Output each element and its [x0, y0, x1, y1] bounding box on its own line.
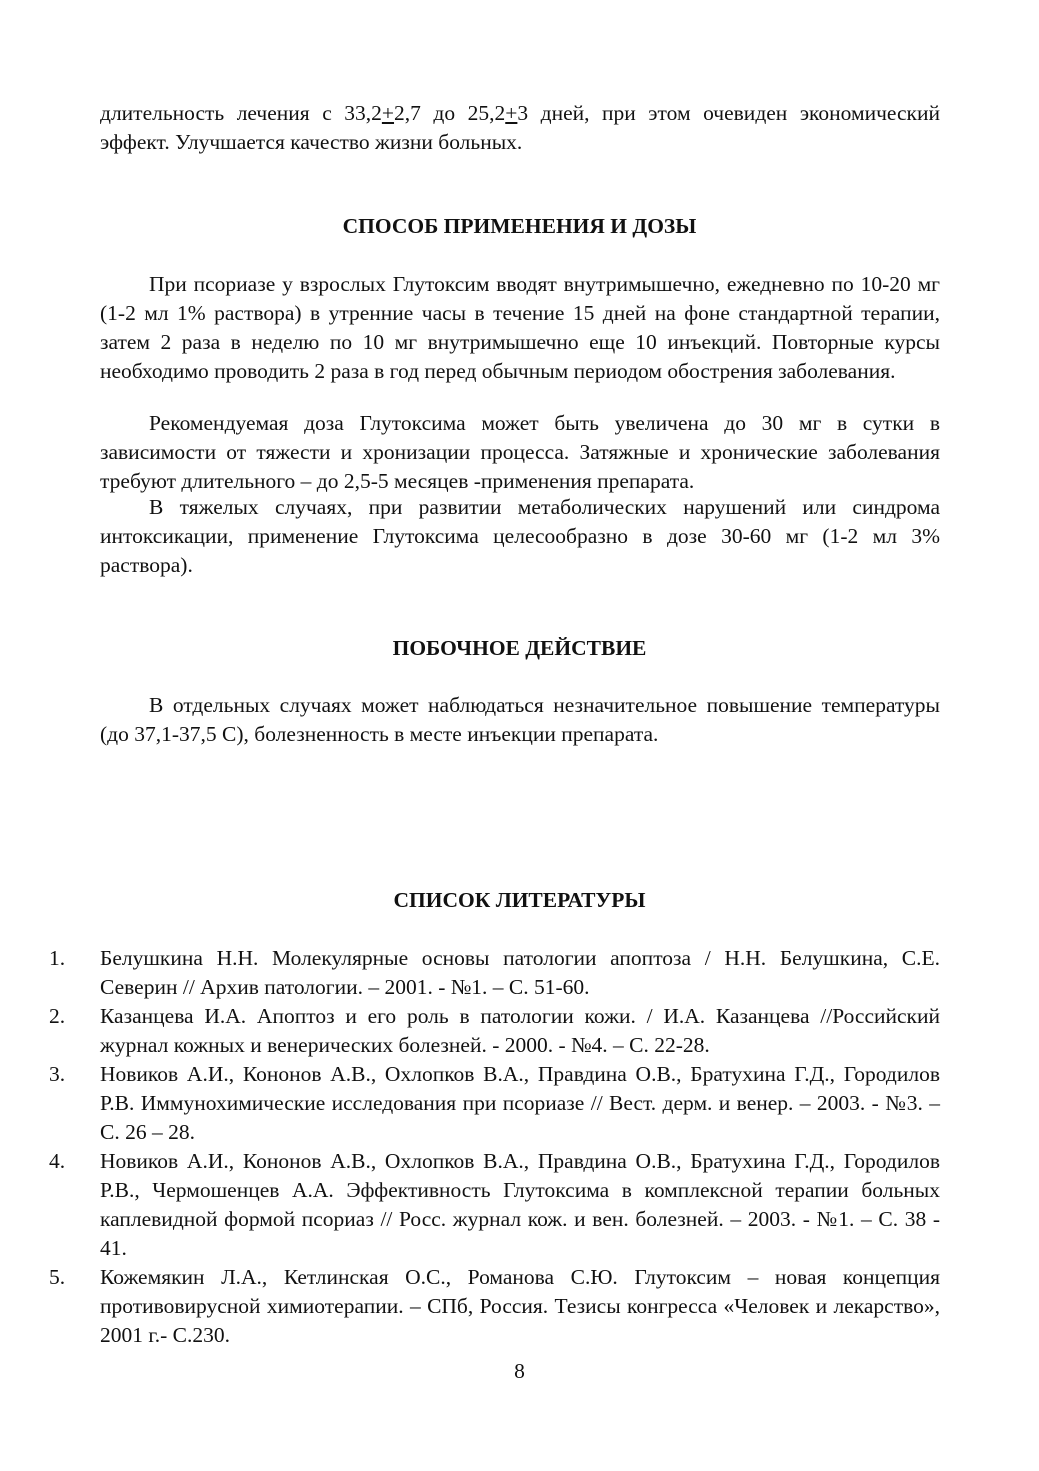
reference-number: 5.: [49, 1265, 66, 1289]
reference-item: [49, 1002, 940, 1060]
reference-item: [49, 1060, 940, 1147]
intro-text-3: 3 дней, при этом очевиден экономический эффект. Улучшается качество жизни больных.: [100, 101, 940, 154]
reference-item: [49, 1147, 940, 1263]
dosage-paragraph-1: При псориазе у взрослых Глутоксим вводят внутримышечно, ежедневно по 10-20 мг (1-2 мл 1% раствора) в утренние часы в течение 15 дней на фоне стандартной терапии, затем 2 раза в неделю по 10 мг внутримышечно еще 10 инъекций. Повторные курсы необходимо проводить 2 раза в год перед обычным периодом обострения заболевания.: [100, 272, 940, 383]
reference-item: [49, 1263, 940, 1350]
intro-paragraph: [100, 99, 940, 157]
side-effects-paragraph: В отдельных случаях может наблюдаться незначительное повышение температуры (до 37,1-37,5 С), болезненность в месте инъекции препарата.: [100, 693, 940, 746]
reference-text: Казанцева И.А. Апоптоз и его роль в патологии кожи. / И.А. Казанцева //Российский журнал кожных и венерических болезней. - 2000. - №4. – С. 22-28.: [100, 1004, 940, 1057]
dosage-heading: СПОСОБ ПРИМЕНЕНИЯ И ДОЗЫ: [342, 214, 697, 238]
dosage-paragraph-3: В тяжелых случаях, при развитии метаболических нарушений или синдрома интоксикации, применение Глутоксима целесообразно в дозе 30-60 мг (1-2 мл 3% раствора).: [100, 495, 940, 577]
reference-text: Белушкина Н.Н. Молекулярные основы патологии апоптоза / Н.Н. Белушкина, С.Е. Северин // Архив патологии. – 2001. - №1. – С. 51-60.: [100, 946, 940, 999]
reference-text: Кожемякин Л.А., Кетлинская О.С., Романова С.Ю. Глутоксим – новая концепция противовирусной химиотерапии. – СПб, Россия. Тезисы конгресса «Человек и лекарство», 2001 г.- С.230.: [100, 1265, 940, 1347]
reference-item: [49, 944, 940, 1002]
reference-number: 1.: [49, 946, 66, 970]
reference-number: 3.: [49, 1062, 66, 1086]
page-number: 8: [514, 1359, 525, 1383]
reference-number: 4.: [49, 1149, 66, 1173]
plus-minus-sign-2: +: [505, 101, 518, 125]
reference-text: Новиков А.И., Кононов А.В., Охлопков В.А., Правдина О.В., Братухина Г.Д., Городилов Р.В., Чермошенцев А.А. Эффективность Глутоксима в комплексной терапии больных каплевидной формой псориаз // Росс. журнал кож. и вен. болезней. – 2003. - №1. – С. 38 - 41.: [100, 1149, 940, 1260]
intro-text-1: длительность лечения с 33,2: [100, 101, 382, 125]
intro-text-2: 2,7 до 25,2: [394, 101, 506, 125]
reference-number: 2.: [49, 1004, 66, 1028]
dosage-paragraph-2: Рекомендуемая доза Глутоксима может быть увеличена до 30 мг в сутки в зависимости от тяжести и хронизации процесса. Затяжные и хронические заболевания требуют длительного – до 2,5-5 месяцев -применения препарата.: [100, 411, 940, 493]
side-effects-heading: ПОБОЧНОЕ ДЕЙСТВИЕ: [392, 636, 647, 660]
references-heading: СПИСОК ЛИТЕРАТУРЫ: [393, 888, 646, 912]
reference-text: Новиков А.И., Кононов А.В., Охлопков В.А., Правдина О.В., Братухина Г.Д., Городилов Р.В. Иммунохимические исследования при псориазе // Вест. дерм. и венер. – 2003. - №3. – С. 26 – 28.: [100, 1062, 940, 1144]
plus-minus-sign-1: +: [381, 101, 395, 125]
references-list: [49, 944, 940, 1350]
